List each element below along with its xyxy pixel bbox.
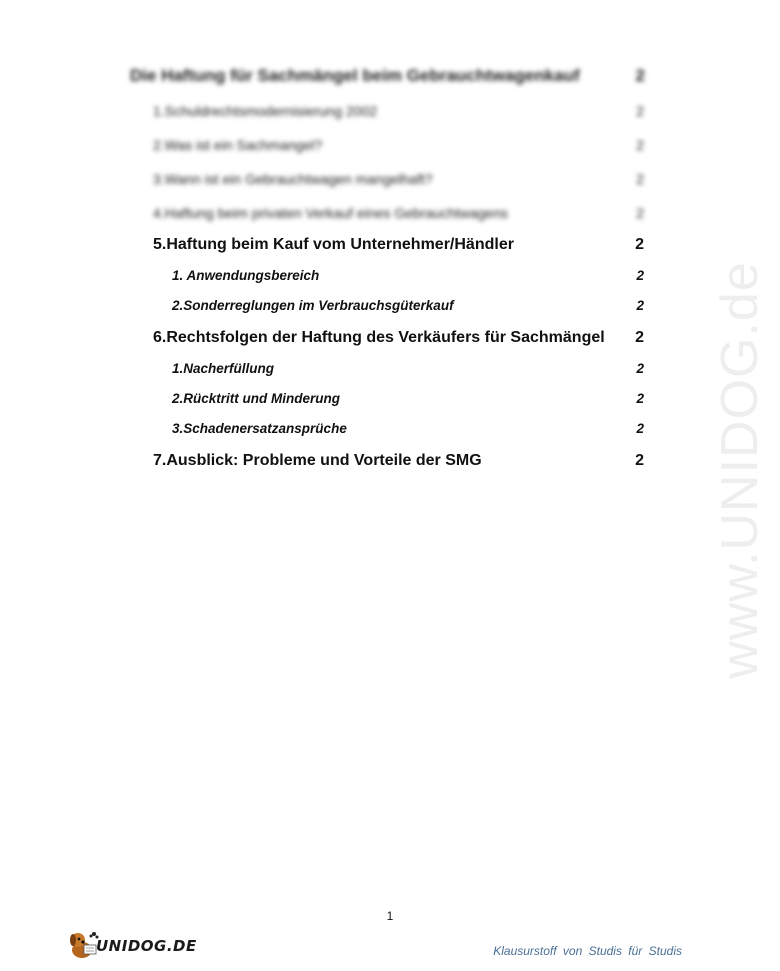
toc-entry-page: 2 xyxy=(636,421,644,436)
toc-entry-page: 2 xyxy=(635,452,644,469)
toc-entry-label: 2.Rücktritt und Minderung xyxy=(172,391,340,406)
toc-subentry xyxy=(0,298,750,324)
toc-entry-label: 2.Sonderreglungen im Verbrauchsgüterkauf xyxy=(172,298,454,313)
toc-entry-page: 2 xyxy=(635,236,644,253)
toc-entry-label: 2.Was ist ein Sachmangel? xyxy=(153,137,323,153)
toc-subentry xyxy=(0,268,750,294)
toc-entry-label: 1.Nacherfüllung xyxy=(172,361,275,376)
toc-entry-label: 5.Haftung beim Kauf vom Unternehmer/Händler xyxy=(153,236,514,253)
toc-entry-label: 4.Haftung beim privaten Verkauf eines Gebrauchtwagens xyxy=(153,205,508,221)
toc-entry-page: 2 xyxy=(636,103,644,119)
toc-entry-label: 3.Wann ist ein Gebrauchtwagen mangelhaft? xyxy=(153,171,433,187)
toc-entry-label: 1. Anwendungsbereich xyxy=(172,268,320,283)
toc-entry-label: 6.Rechtsfolgen der Haftung des Verkäufers für Sachmängel xyxy=(153,329,605,346)
toc-entry-label: 1.Schuldrechtsmodernisierung 2002 xyxy=(153,103,378,119)
toc-entry xyxy=(0,236,750,262)
toc-entry xyxy=(0,137,750,163)
toc-entry-page: 2 xyxy=(635,66,645,85)
toc-subentry xyxy=(0,361,750,387)
toc-entry-page: 2 xyxy=(636,391,644,406)
toc-entry-page: 2 xyxy=(636,205,644,221)
toc-entry xyxy=(0,103,750,129)
toc-entry-page: 2 xyxy=(636,171,644,187)
toc-entry-page: 2 xyxy=(636,361,644,376)
toc-entry-label: Die Haftung für Sachmängel beim Gebrauchtwagenkauf xyxy=(130,66,580,85)
toc-entry-page: 2 xyxy=(636,268,644,283)
footer-slogan: Klausurstoff von Studis für Studis xyxy=(493,944,682,958)
toc-entry-page: 2 xyxy=(636,137,644,153)
watermark: www.UNIDOG.de xyxy=(711,261,769,679)
toc-entry-title xyxy=(0,66,750,92)
toc-entry-label: 7.Ausblick: Probleme und Vorteile der SMG xyxy=(153,452,482,469)
toc-entry xyxy=(0,329,750,355)
toc-entry xyxy=(0,452,750,478)
toc-subentry xyxy=(0,391,750,417)
toc-entry xyxy=(0,171,750,197)
page-number: 1 xyxy=(386,909,394,923)
toc-entry-page: 2 xyxy=(636,298,644,313)
toc-entry xyxy=(0,205,750,231)
toc-subentry xyxy=(0,421,750,447)
toc-entry-label: 3.Schadenersatzansprüche xyxy=(172,421,347,436)
logo-text: UNIDOG.DE xyxy=(96,937,197,955)
unidog-logo[interactable] xyxy=(66,928,197,962)
toc-entry-page: 2 xyxy=(635,329,644,346)
